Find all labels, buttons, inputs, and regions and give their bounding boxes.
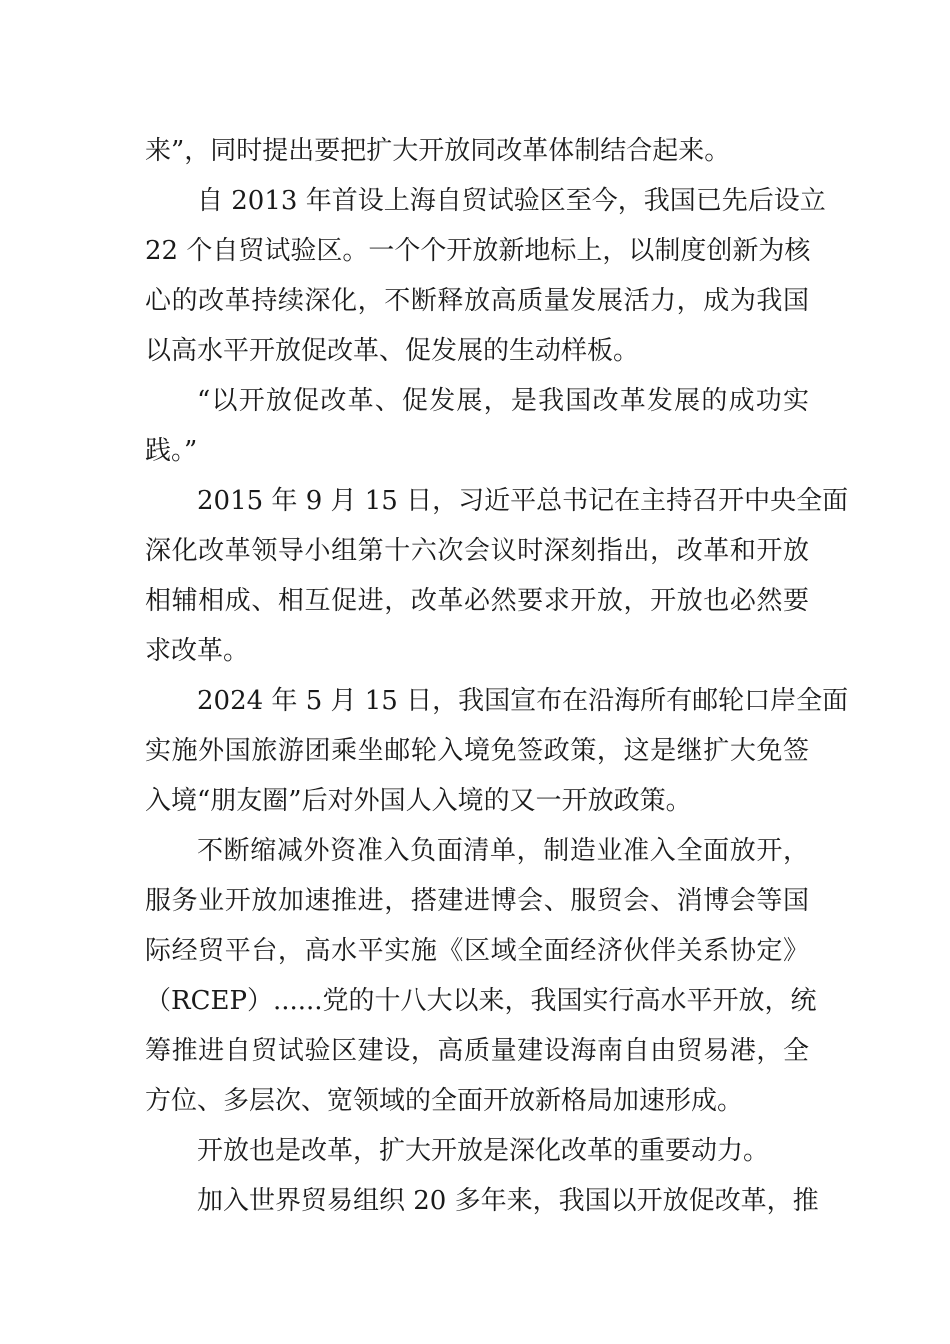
text-line: 自 2013 年首设上海自贸试验区至今，我国已先后设立: [197, 186, 826, 216]
text-line: 开放也是改革，扩大开放是深化改革的重要动力。: [197, 1136, 770, 1166]
text-line: 加入世界贸易组织 20 多年来，我国以开放促改革，推: [197, 1186, 819, 1216]
text-line: 践。”: [145, 436, 198, 466]
text-line: 求改革。: [145, 636, 250, 666]
text-line: 以高水平开放促改革、促发展的生动样板。: [145, 336, 640, 366]
text-line: 2015 年 9 月 15 日，习近平总书记在主持召开中央全面: [197, 486, 849, 516]
text-line: 深化改革领导小组第十六次会议时深刻指出，改革和开放: [145, 536, 809, 566]
text-line: 2024 年 5 月 15 日，我国宣布在沿海所有邮轮口岸全面: [197, 686, 849, 716]
paragraph: [145, 376, 809, 476]
text-line: 际经贸平台，高水平实施《区域全面经济伙伴关系协定》: [145, 936, 809, 966]
paragraph: [145, 1176, 819, 1226]
text-line: 筹推进自贸试验区建设，高质量建设海南自由贸易港，全: [145, 1036, 809, 1066]
text-line: 实施外国旅游团乘坐邮轮入境免签政策，这是继扩大免签: [145, 736, 809, 766]
text-line: （RCEP）......党的十八大以来，我国实行高水平开放，统: [145, 986, 817, 1016]
paragraph: [145, 126, 809, 176]
text-line: 相辅相成、相互促进，改革必然要求开放，开放也必然要: [145, 586, 809, 616]
paragraph: [145, 476, 849, 676]
text-line: 入境“朋友圈”后对外国人入境的又一开放政策。: [145, 786, 692, 816]
paragraph: [145, 176, 826, 376]
text-line: 服务业开放加速推进，搭建进博会、服贸会、消博会等国: [145, 886, 809, 916]
paragraph: [145, 676, 849, 826]
paragraph: [145, 1126, 809, 1176]
text-line: 来”，同时提出要把扩大开放同改革体制结合起来。: [145, 136, 731, 166]
text-line: 22 个自贸试验区。一个个开放新地标上，以制度创新为核: [145, 236, 811, 266]
text-line: 心的改革持续深化，不断释放高质量发展活力，成为我国: [145, 286, 809, 316]
text-line: 方位、多层次、宽领域的全面开放新格局加速形成。: [145, 1086, 744, 1116]
text-line: 不断缩减外资准入负面清单，制造业准入全面放开，: [197, 836, 809, 866]
body-text: [145, 126, 849, 1226]
text-line: “以开放促改革、促发展，是我国改革发展的成功实: [197, 386, 809, 416]
paragraph: [145, 826, 817, 1126]
